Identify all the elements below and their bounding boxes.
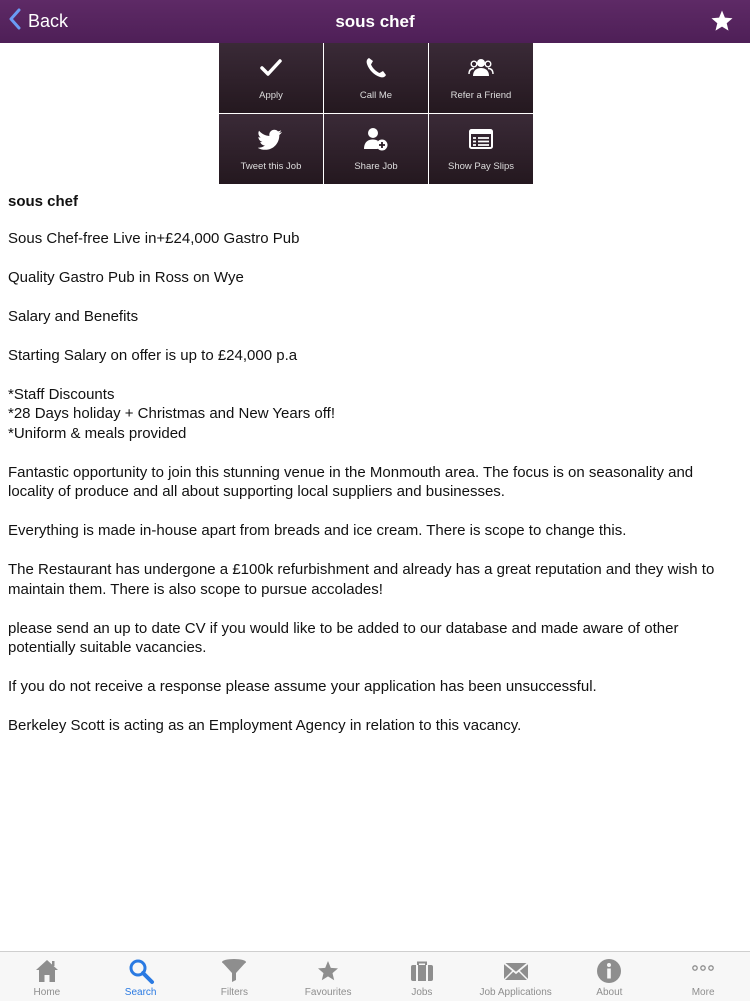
share-job-button[interactable]	[324, 114, 428, 184]
opportunity-text: Fantastic opportunity to join this stunning venue in the Monmouth area. The focus is on seasonality and locality of produce and all about supporting local suppliers and businesses.	[8, 463, 694, 500]
tab-job-applications[interactable]	[469, 952, 563, 1001]
tab-bar	[0, 951, 750, 1001]
apply-button[interactable]	[219, 43, 323, 113]
chevron-left-icon	[8, 8, 28, 35]
home-icon	[33, 957, 61, 985]
back-label: Back	[28, 11, 69, 31]
agency-notice-text: Berkeley Scott is acting as an Employment Agency in relation to this vacancy.	[8, 717, 522, 734]
phone-icon	[363, 55, 389, 81]
info-icon	[595, 957, 623, 985]
show-pay-slips-button[interactable]	[429, 114, 533, 184]
show-pay-slips-label: Show Pay Slips	[447, 161, 514, 172]
navigation-bar	[0, 0, 750, 43]
tab-home-label: Home	[33, 987, 61, 998]
response-notice-text: If you do not receive a response please assume your application has been unsuccessful.	[8, 678, 597, 695]
tab-search[interactable]	[94, 952, 188, 1001]
job-location: Quality Gastro Pub in Ross on Wye	[8, 268, 244, 286]
tab-filters[interactable]	[188, 952, 282, 1001]
call-me-label: Call Me	[359, 90, 393, 101]
benefit-uniform: *Uniform & meals provided	[8, 424, 187, 442]
briefcase-icon	[408, 957, 436, 985]
tab-more-label: More	[691, 987, 715, 998]
search-icon	[127, 957, 155, 985]
favourite-button[interactable]	[710, 9, 734, 33]
list-icon	[468, 126, 494, 152]
tab-filters-label: Filters	[220, 987, 248, 998]
envelope-icon	[502, 957, 530, 985]
star-icon	[710, 20, 734, 37]
page-title: sous chef	[335, 12, 415, 31]
refer-a-friend-button[interactable]	[429, 43, 533, 113]
tab-about[interactable]	[563, 952, 657, 1001]
back-button[interactable]	[8, 0, 68, 43]
cv-request-text: please send an up to date CV if you would like to be added to our database and made aware of other potentially suitable vacancies.	[8, 619, 679, 656]
refurbishment-text: The Restaurant has undergone a £100k refurbishment and already has a great reputation and they wish to maintain them. There is also scope to pursue accolades!	[8, 561, 715, 598]
tab-more[interactable]	[656, 952, 750, 1001]
job-action-grid	[219, 43, 533, 184]
more-icon	[689, 957, 717, 985]
checkmark-icon	[258, 55, 284, 81]
refer-a-friend-label: Refer a Friend	[450, 90, 512, 101]
tab-about-label: About	[596, 987, 623, 998]
tab-jobs[interactable]	[375, 952, 469, 1001]
filter-icon	[220, 957, 248, 985]
benefit-staff-discounts: *Staff Discounts	[8, 385, 115, 403]
people-icon	[468, 55, 494, 81]
apply-label: Apply	[259, 90, 283, 101]
call-me-button[interactable]	[324, 43, 428, 113]
share-job-label: Share Job	[354, 161, 398, 172]
tweet-job-label: Tweet this Job	[240, 161, 302, 172]
job-subtitle: Sous Chef-free Live in+£24,000 Gastro Pub	[8, 229, 300, 247]
tab-jobs-label: Jobs	[411, 987, 433, 998]
job-heading: sous chef	[8, 193, 79, 210]
tab-search-label: Search	[124, 987, 157, 998]
job-description	[8, 190, 738, 755]
star-icon	[314, 957, 342, 985]
benefit-holiday: *28 Days holiday + Christmas and New Years off!	[8, 405, 335, 422]
tab-home[interactable]	[0, 952, 94, 1001]
tab-favourites[interactable]	[281, 952, 375, 1001]
salary-text: Starting Salary on offer is up to £24,000 p.a	[8, 346, 298, 364]
tab-job-applications-label: Job Applications	[479, 987, 552, 998]
salary-heading: Salary and Benefits	[8, 307, 139, 325]
add-user-icon	[363, 126, 389, 152]
tab-favourites-label: Favourites	[304, 987, 352, 998]
tweet-job-button[interactable]	[219, 114, 323, 184]
twitter-icon	[258, 126, 284, 152]
in-house-text: Everything is made in-house apart from breads and ice cream. There is scope to change this.	[8, 522, 627, 539]
